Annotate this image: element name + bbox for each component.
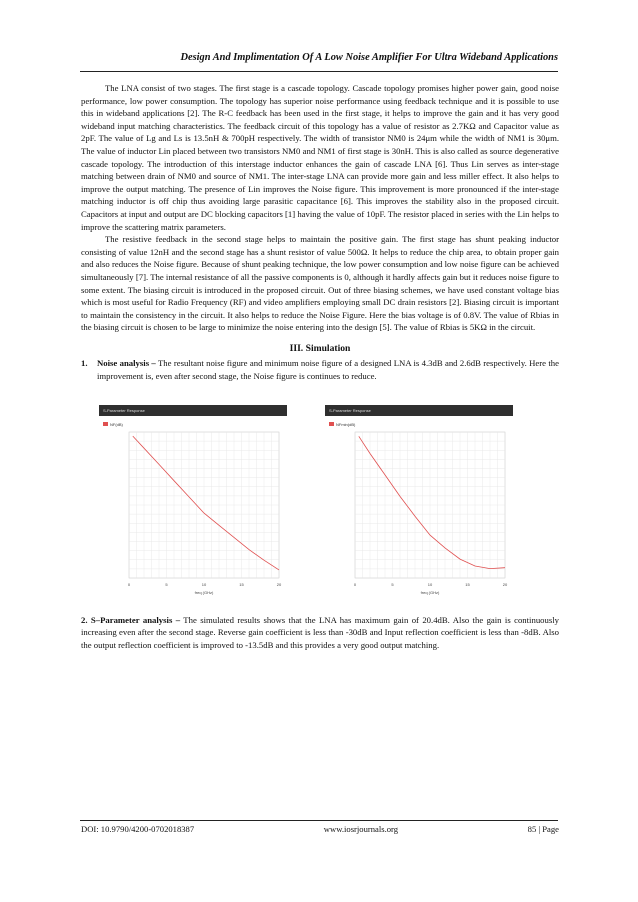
page-number: 85 | Page — [527, 824, 559, 834]
s-parameter-lead: 2. S–Parameter analysis – — [81, 614, 181, 625]
chart-title-bar: S-Parameter Response — [99, 405, 287, 416]
figure-row — [81, 393, 559, 608]
legend-swatch — [329, 422, 334, 426]
s-parameter-paragraph — [81, 614, 559, 652]
article-body — [81, 82, 559, 651]
x-tick-label: 20 — [276, 581, 282, 587]
x-axis-label: freq (GHz) — [420, 589, 440, 595]
paragraph-lna-stages: The LNA consist of two stages. The first stage is a cascade topology. Cascade topology promises higher power gain, good noise performance, low power consumption. The topology has superior noise performance using feedback technique and it is possible to use this in wideband applications [2]. The R-C feedback has been used in the first stage, it helps to improve the gain and it has very good wideband input matching characteristics. The feedback circuit of this topology has a value of resistor as 2.7KΩ and Capacitor value as 2pF. The value of Lg and Ls is 13.5nH & 700pH respectively. The width of transistor NM0 is 24μm while the width of NM1 is 30μm. The value of inductor Lin placed between two transistors NM0 and NM1 of first stage is 30nH. This is also called as source degenerative cascade topology. The introduction of this interstage inductor enhances the gain of cascade LNA [6]. Thus Lin serves as inter-stage matching between drain of NM0 and source of NM1. The inter-stage LNA can provide more gain and less miller effect. It also helps to improve the output matching. The presence of Lin improves the Noise figure. This improvement is more pronounced if the inter-stage matching inductor is off chip thus avoiding large parasitic capacitance [6]. This improves the stability also in the proposed circuit. Capacitors at input and output are DC blocking capacitors [1] having the value of 10pF. The resistor placed in series with the Lin helps to improve the scattering matrix parameters. — [81, 83, 559, 232]
x-tick-label: 0 — [353, 581, 357, 587]
footer-rule — [80, 820, 558, 821]
x-tick-label: 15 — [239, 581, 244, 587]
doi-text: DOI: 10.9790/4200-0702018387 — [81, 824, 195, 834]
nfmin-chart-plot — [325, 416, 513, 601]
s-parameter-body: The simulated results shows that the LNA has maximum gain of 20.4dB. Also the gain is continuously increasing even after the second stage. Reverse gain coefficient is less than -30dB and Input reflection coefficient is less than -8dB. Also the output reflection coefficient is improved to -13.5dB and this provides a very good output matching. — [81, 614, 559, 650]
x-tick-label: 20 — [502, 581, 508, 587]
chart-title-bar: S-Parameter Response — [325, 405, 513, 416]
nf-chart — [99, 405, 287, 601]
x-tick-label: 15 — [465, 581, 470, 587]
x-tick-label: 0 — [127, 581, 131, 587]
noise-analysis-item — [81, 357, 559, 382]
item-number: 1. — [81, 358, 88, 369]
journal-site-link[interactable]: www.iosrjournals.org — [323, 824, 399, 834]
x-tick-label: 10 — [201, 581, 207, 587]
legend-swatch — [103, 422, 108, 426]
legend-label: NF(dB) — [110, 421, 123, 427]
noise-analysis-body: The resultant noise figure and minimum noise figure of a designed LNA is 4.3dB and 2.6dB respectively. Here the improvement is, even after second stage, the Noise figure is continues to reduce. — [97, 358, 559, 382]
paragraph-resistive-feedback: The resistive feedback in the second stage helps to maintain the positive gain. The first stage has shunt peaking inductor consisting of value 12nH and the second stage has a shunt resistor of value 500Ω. It helps to reduce the chip area, to obtain proper gain and also reduces the Noise figure. Because of shunt peaking technique, the low power consumption and low noise figure can be achieved simultaneously [7]. The internal resistance of all the passive components is 0, although it hardly affects gain but it reduces noise figure to some extent. The biasing circuit is introduced in the proposed circuit. Out of three biasing schemes, we have used constant voltage bias which is most useful for Radio Frequency (RF) and video amplifiers employing small DC drain resistors [2]. Biasing circuit is important to maintain the consistency in the circuit. It also helps to reduce the Noise Figure. Here the bias voltage is of 0.8V. The value of Rbias in the biasing circuit is chosen to be large to minimize the noise entering into the design [5]. The value of Rbias is 5KΩ in the circuit. — [81, 234, 559, 333]
section-title: III. Simulation — [289, 342, 351, 354]
x-tick-label: 10 — [427, 581, 433, 587]
noise-analysis-lead: Noise analysis – — [97, 358, 156, 369]
header-rule — [80, 71, 558, 72]
running-header: Design And Implimentation Of A Low Noise Amplifier For Ultra Wideband Applications — [180, 52, 558, 63]
nfmin-chart — [325, 405, 513, 601]
legend-label: NFmin(dB) — [336, 421, 356, 427]
x-tick-label: 5 — [391, 581, 394, 587]
page-footer — [81, 824, 559, 834]
x-tick-label: 5 — [165, 581, 168, 587]
nf-chart-plot — [99, 416, 287, 601]
x-axis-label: freq (GHz) — [194, 589, 214, 595]
noise-analysis-text — [97, 357, 559, 382]
